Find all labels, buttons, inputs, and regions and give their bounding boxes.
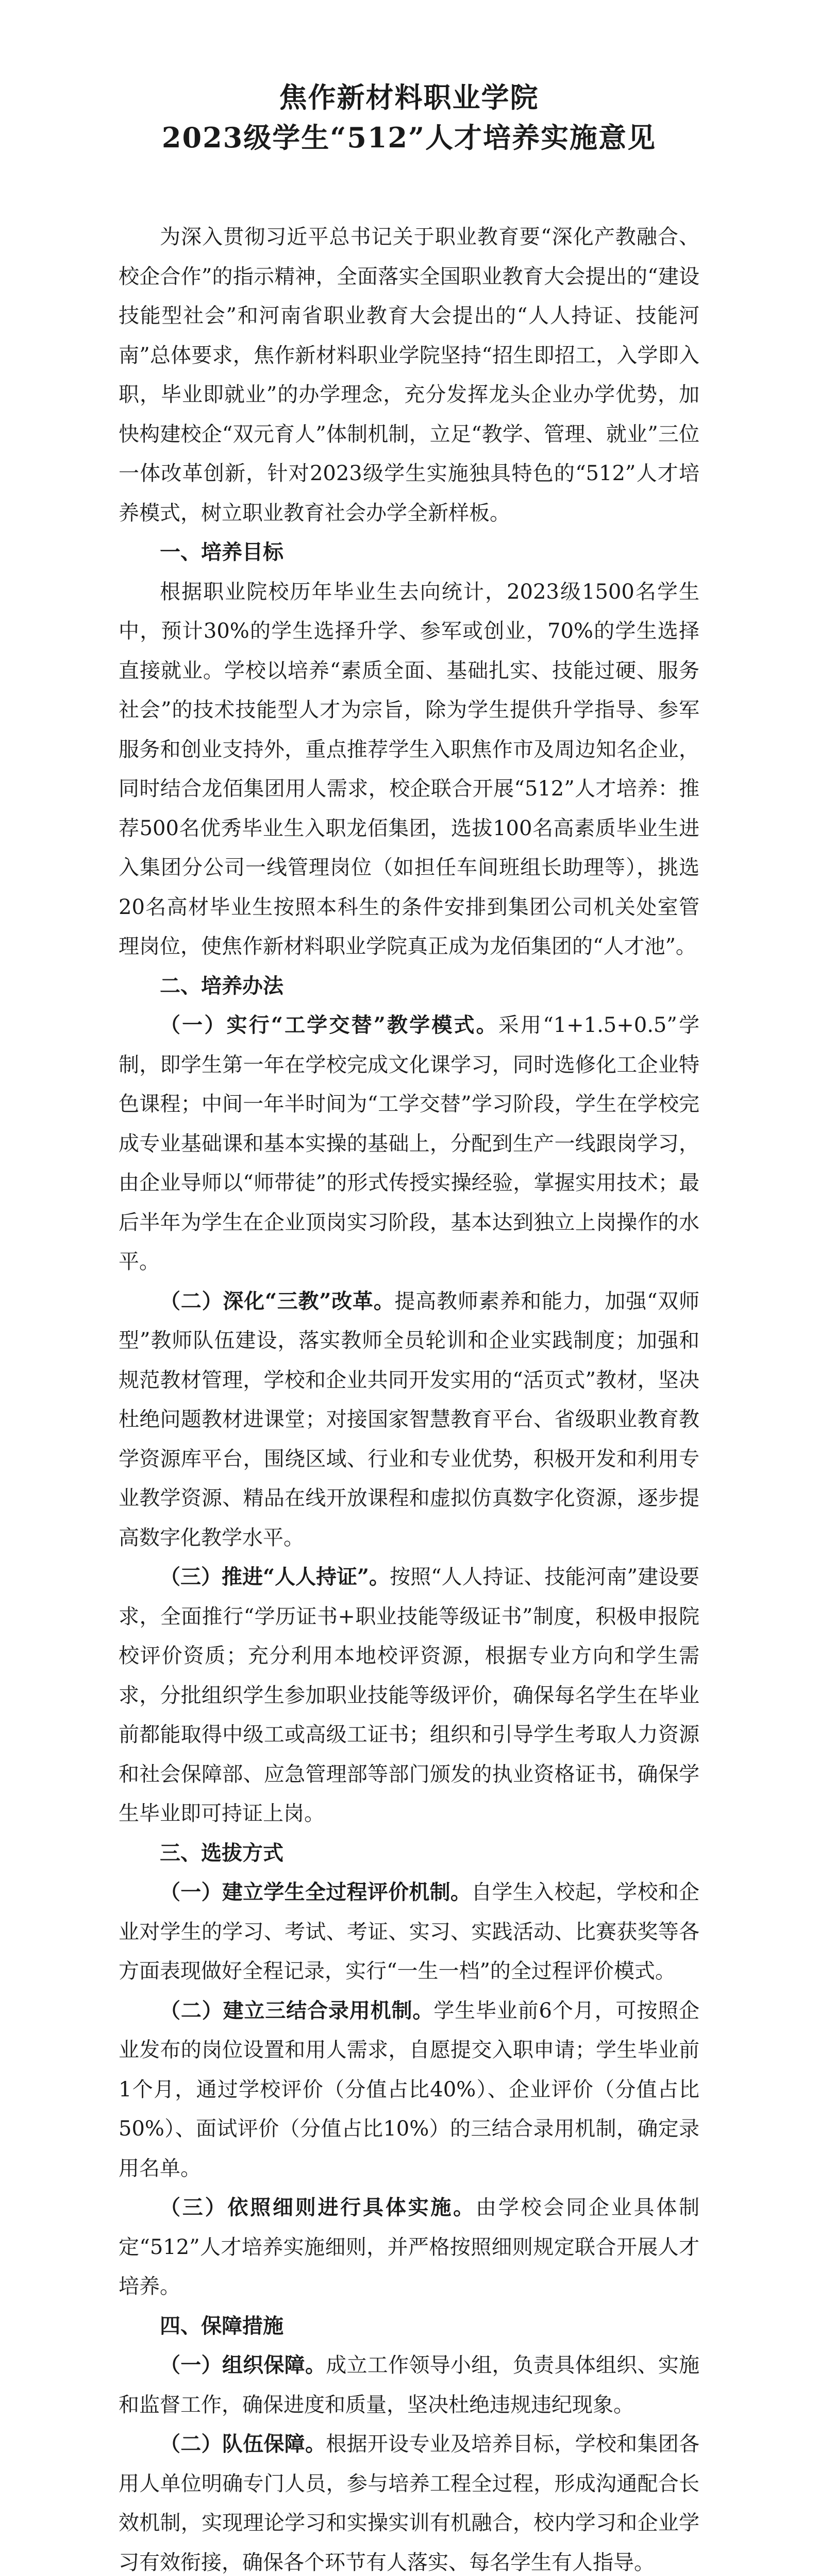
selection-paragraph-2 — [119, 1991, 699, 2189]
paragraph-text: 采用“1+1.5+0.5”学制，即学生第一年在学校完成文化课学习，同时选修化工企业特色课程；中间一年半时间为“工学交替”学习阶段，学生在学校完成专业基础课和基本实操的基础上，分配到生产一线跟岗学习，由企业导师以“师带徒”的形式传授实操经验，掌握实用技术；最后半年为学生在企业顶岗实习阶段，基本达到独立上岗操作的水平。 — [119, 1013, 699, 1274]
title-block — [119, 77, 699, 158]
safeguards-paragraph-2 — [119, 2425, 699, 2576]
paragraph-text: 学生毕业前6个月，可按照企业发布的岗位设置和用人需求，自愿提交入职申请；学生毕业前1个月，通过学校评价（分值占比40%）、企业评价（分值占比50%）、面试评价（分值占比10%）的三结合录用机制，确定录用名单。 — [119, 1998, 700, 2180]
goals-paragraph — [119, 572, 699, 967]
selection-paragraph-1 — [119, 1873, 699, 1991]
paragraph-lead: （三）依照细则进行具体实施。 — [160, 2195, 476, 2219]
paragraph-text: 成立工作领导小组，负责具体组织、实施和监督工作，确保进度和质量，坚决杜绝违规违纪现象。 — [119, 2353, 700, 2417]
document-title-school: 焦作新材料职业学院 — [279, 81, 539, 114]
selection-paragraph-3 — [119, 2188, 699, 2307]
paragraph-lead: （一）实行“工学交替”教学模式。 — [160, 1013, 498, 1037]
paragraph-text: 根据职业院校历年毕业生去向统计，2023级1500名学生中，预计30%的学生选择升学、参军或创业，70%的学生选择直接就业。学校以培养“素质全面、基础扎实、技能过硬、服务社会”的技术技能型人才为宗旨，除为学生提供升学指导、参军服务和创业支持外，重点推荐学生入职焦作市及周边知名企业，同时结合龙佰集团用人需求，校企联合开展“512”人才培养：推荐500名优秀毕业生入职龙佰集团，选拔100名高素质毕业生进入集团分公司一线管理岗位（如担任车间班组长助理等），挑选20名高材毕业生按照本科生的条件安排到集团公司机关处室管理岗位，使焦作新材料职业学院真正成为龙佰集团的“人才池”。 — [119, 580, 699, 958]
paragraph-text: 提高教师素养和能力，加强“双师型”教师队伍建设，落实教师全员轮训和企业实践制度；加强和规范教材管理，学校和企业共同开发实用的“活页式”教材，坚决杜绝问题教材进课堂；对接国家智慧教育平台、省级职业教育教学资源库平台，围绕区域、行业和专业优势，积极开发和利用专业教学资源、精品在线开放课程和虚拟仿真数字化资源，逐步提高数字化教学水平。 — [119, 1289, 700, 1550]
section-heading-goals: 一、培养目标 — [160, 540, 283, 564]
paragraph-text: 按照“人人持证、技能河南”建设要求，全面推行“学历证书+职业技能等级证书”制度，积极申报院校评价资质；充分利用本地校评资源，根据专业方向和学生需求，分批组织学生参加职业技能等级评价，确保每名学生在毕业前都能取得中级工或高级工证书；组织和引导学生考取人力资源和社会保障部、应急管理部等部门颁发的执业资格证书，确保学生毕业即可持证上岗。 — [119, 1565, 700, 1825]
safeguards-paragraph-1 — [119, 2346, 699, 2425]
paragraph-lead: （一）建立学生全过程评价机制。 — [160, 1880, 472, 1904]
paragraph-text: 根据开设专业及培养目标，学校和集团各用人单位明确专门人员，参与培养工程全过程，形成沟通配合长效机制，实现理论学习和实操实训有机融合，校内学习和企业学习有效衔接，确保各个环节有人落实、每名学生有人指导。 — [119, 2432, 700, 2574]
section-heading-safeguards: 四、保障措施 — [160, 2314, 283, 2338]
paragraph-lead: （二）深化“三教”改革。 — [160, 1289, 395, 1313]
paragraph-text: 自学生入校起，学校和企业对学生的学习、考试、考证、实习、实践活动、比赛获奖等各方面表现做好全程记录，实行“一生一档”的全过程评价模式。 — [119, 1880, 700, 1983]
paragraph-lead: （二）队伍保障。 — [160, 2432, 326, 2456]
paragraph-lead: （二）建立三结合录用机制。 — [160, 1998, 434, 2023]
methods-paragraph-3 — [119, 1557, 699, 1834]
paragraph-text: 由学校会同企业具体制定“512”人才培养实施细则，并严格按照细则规定联合开展人才培养。 — [119, 2196, 700, 2298]
paragraph-lead: （一）组织保障。 — [160, 2353, 326, 2377]
intro-paragraph: 为深入贯彻习近平总书记关于职业教育要“深化产教融合、校企合作”的指示精神，全面落实全国职业教育大会提出的“建设技能型社会”和河南省职业教育大会提出的“人人持证、技能河南”总体要求，焦作新材料职业学院坚持“招生即招工，入学即入职，毕业即就业”的办学理念，充分发挥龙头企业办学优势，加快构建校企“双元育人”体制机制，立足“教学、管理、就业”三位一体改革创新，针对2023级学生实施独具特色的“512”人才培养模式，树立职业教育社会办学全新样板。 — [119, 225, 699, 525]
paragraph-lead: （三）推进“人人持证”。 — [160, 1565, 390, 1589]
section-heading-methods: 二、培养办法 — [160, 974, 283, 998]
methods-paragraph-2 — [119, 1282, 699, 1558]
methods-paragraph-1 — [119, 1006, 699, 1282]
section-heading-selection: 三、选拔方式 — [160, 1841, 283, 1865]
document-title-main: 2023级学生“512”人才培养实施意见 — [161, 121, 657, 154]
